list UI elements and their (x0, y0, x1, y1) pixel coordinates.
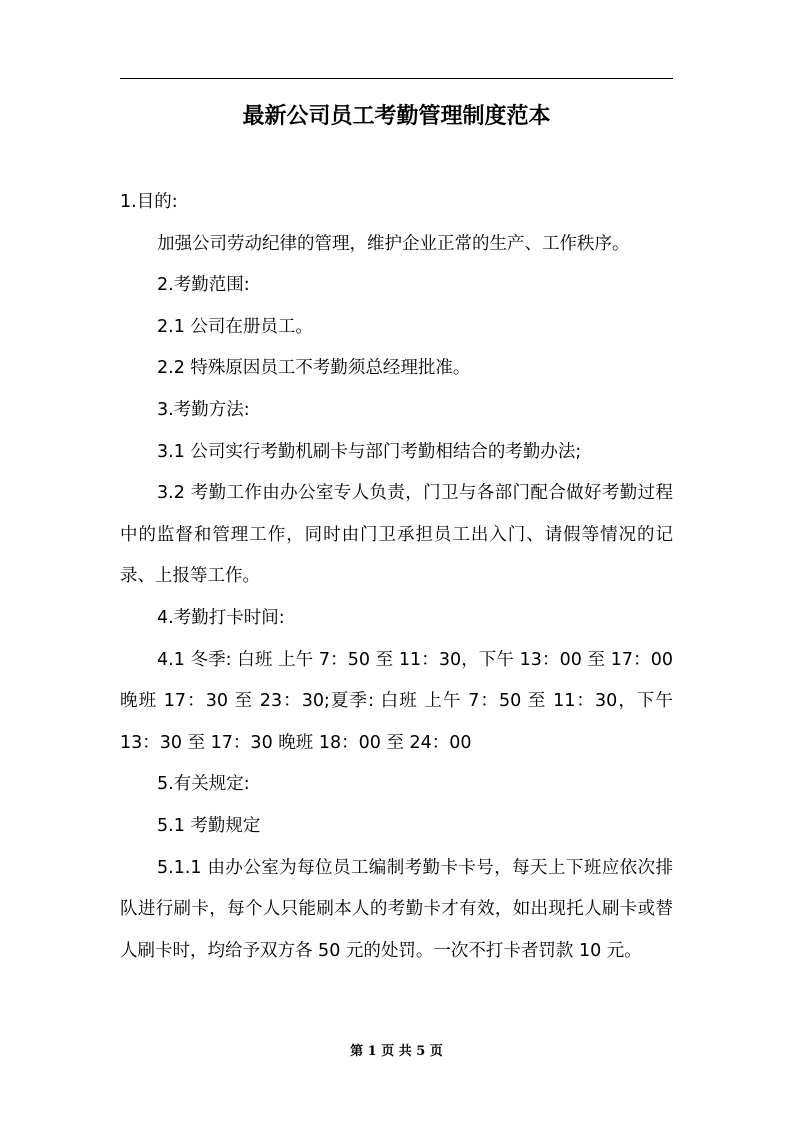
document-title: 最新公司员工考勤管理制度范本 (242, 104, 551, 129)
paragraph-rules-5-1-1: 5.1.1 由办公室为每位员工编制考勤卡卡号，每天上下班应依次排队进行刷卡，每个人只能刷本人的考勤卡才有效，如出现托人刷卡或替人刷卡时，均给予双方各 50 元的处罚。一次不打卡者罚款 10 元。 (120, 857, 673, 961)
paragraph-time-4-1: 4.1 冬季: 白班 上午 7：50 至 11：30，下午 13：00 至 17：00 晚班 17：30 至 23：30;夏季: 白班 上午 7：50 至 11：30，下午 13：30 至 17：30 晚班 18：00 至 24：00 (120, 649, 673, 753)
paragraph-method-heading: 3.考勤方法: (157, 399, 250, 420)
header-rule (120, 78, 673, 79)
paragraph-rules-5-1: 5.1 考勤规定 (157, 815, 261, 836)
paragraph-purpose-heading: 1.目的: (120, 192, 178, 212)
paragraph-rules-heading: 5.有关规定: (157, 774, 250, 795)
paragraph-method-3-1: 3.1 公司实行考勤机刷卡与部门考勤相结合的考勤办法; (157, 441, 582, 462)
paragraph-scope-heading: 2.考勤范围: (157, 275, 250, 296)
paragraph-purpose: 加强公司劳动纪律的管理，维护企业正常的生产、工作秩序。 (157, 233, 630, 254)
page-number-footer: 第 1 页 共 5 页 (350, 1044, 443, 1059)
paragraph-scope-2-2: 2.2 特殊原因员工不考勤须总经理批准。 (157, 358, 471, 379)
paragraph-time-heading: 4.考勤打卡时间: (157, 607, 285, 628)
paragraph-scope-2-1: 2.1 公司在册员工。 (157, 316, 313, 337)
paragraph-method-3-2: 3.2 考勤工作由办公室专人负责，门卫与各部门配合做好考勤过程中的监督和管理工作，同时由门卫承担员工出入门、请假等情况的记录、上报等工作。 (120, 483, 673, 587)
document-body (120, 182, 673, 972)
